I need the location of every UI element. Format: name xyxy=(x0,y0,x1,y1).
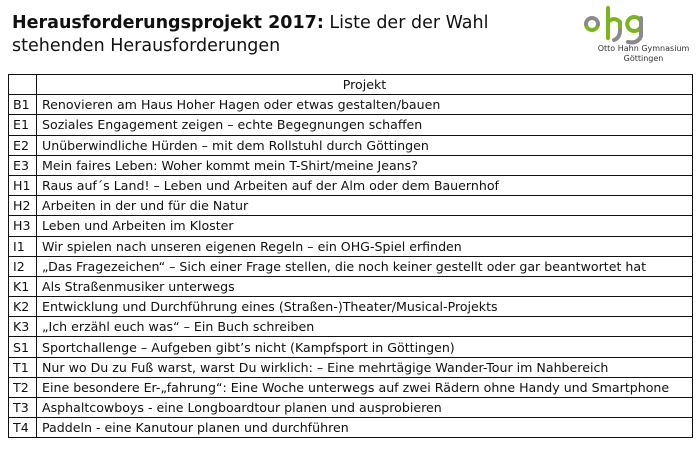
project-code: H3 xyxy=(9,216,37,236)
project-name: Sportchallenge – Aufgeben gibt’s nicht (Kampfsport in Göttingen) xyxy=(37,337,693,357)
project-name: Nur wo Du zu Fuß warst, warst Du wirklich: – Eine mehrtägige Wander-Tour im Nahbereich xyxy=(37,357,693,377)
table-row xyxy=(9,317,693,337)
project-code: T4 xyxy=(9,418,37,438)
title-rest: Liste der der Wahl stehenden Herausforderungen xyxy=(12,13,489,56)
project-code: I1 xyxy=(9,236,37,256)
project-name: „Ich erzähl euch was“ – Ein Buch schreiben xyxy=(37,317,693,337)
project-code: K1 xyxy=(9,276,37,296)
school-logo xyxy=(578,4,696,64)
table-row xyxy=(9,95,693,115)
table-row xyxy=(9,175,693,195)
document-title xyxy=(12,12,552,58)
project-name: Paddeln - eine Kanutour planen und durchführen xyxy=(37,418,693,438)
table-row xyxy=(9,398,693,418)
project-code: T3 xyxy=(9,398,37,418)
project-code: E1 xyxy=(9,115,37,135)
table-row xyxy=(9,297,693,317)
ohg-logo-icon xyxy=(578,4,696,46)
logo-subtitle xyxy=(591,44,696,63)
project-code: E3 xyxy=(9,155,37,175)
table-row xyxy=(9,155,693,175)
project-name: Unüberwindliche Hürden – mit dem Rollstuhl durch Göttingen xyxy=(37,135,693,155)
project-code: T1 xyxy=(9,357,37,377)
project-code: H2 xyxy=(9,196,37,216)
project-name: Asphaltcowboys - eine Longboardtour planen und ausprobieren xyxy=(37,398,693,418)
logo-line1: Otto Hahn Gymnasium xyxy=(597,44,690,53)
table-row xyxy=(9,357,693,377)
project-code: T2 xyxy=(9,377,37,397)
project-code: I2 xyxy=(9,256,37,276)
table-row xyxy=(9,196,693,216)
table-row xyxy=(9,337,693,357)
project-code: K3 xyxy=(9,317,37,337)
project-name: Mein faires Leben: Woher kommt mein T-Shirt/meine Jeans? xyxy=(37,155,693,175)
project-name: Als Straßenmusiker unterwegs xyxy=(37,276,693,296)
table-row xyxy=(9,256,693,276)
table-header-row xyxy=(9,75,693,95)
project-table xyxy=(8,74,693,438)
project-name: Eine besondere Er-„fahrung“: Eine Woche unterwegs auf zwei Rädern ohne Handy und Smartphone xyxy=(37,377,693,397)
logo-line2: Göttingen xyxy=(623,53,664,63)
table-row xyxy=(9,115,693,135)
table-row xyxy=(9,135,693,155)
project-code: E2 xyxy=(9,135,37,155)
project-name: Soziales Engagement zeigen – echte Begegnungen schaffen xyxy=(37,115,693,135)
project-name: Entwicklung und Durchführung eines (Straßen-)Theater/Musical-Projekts xyxy=(37,297,693,317)
project-header: Projekt xyxy=(37,75,693,95)
table-row xyxy=(9,276,693,296)
title-bold: Herausforderungsprojekt 2017: xyxy=(12,13,324,33)
table-body xyxy=(9,95,693,438)
project-name: Raus auf´s Land! – Leben und Arbeiten auf der Alm oder dem Bauernhof xyxy=(37,175,693,195)
code-header xyxy=(9,75,37,95)
project-code: B1 xyxy=(9,95,37,115)
table-row xyxy=(9,236,693,256)
table-row xyxy=(9,418,693,438)
project-code: H1 xyxy=(9,175,37,195)
project-code: S1 xyxy=(9,337,37,357)
project-name: „Das Fragezeichen“ – Sich einer Frage stellen, die noch keiner gestellt oder gar beantwortet hat xyxy=(37,256,693,276)
table-row xyxy=(9,216,693,236)
project-code: K2 xyxy=(9,297,37,317)
project-name: Arbeiten in der und für die Natur xyxy=(37,196,693,216)
project-name: Leben und Arbeiten im Kloster xyxy=(37,216,693,236)
project-name: Wir spielen nach unseren eigenen Regeln – ein OHG-Spiel erfinden xyxy=(37,236,693,256)
project-name: Renovieren am Haus Hoher Hagen oder etwas gestalten/bauen xyxy=(37,95,693,115)
table-row xyxy=(9,377,693,397)
